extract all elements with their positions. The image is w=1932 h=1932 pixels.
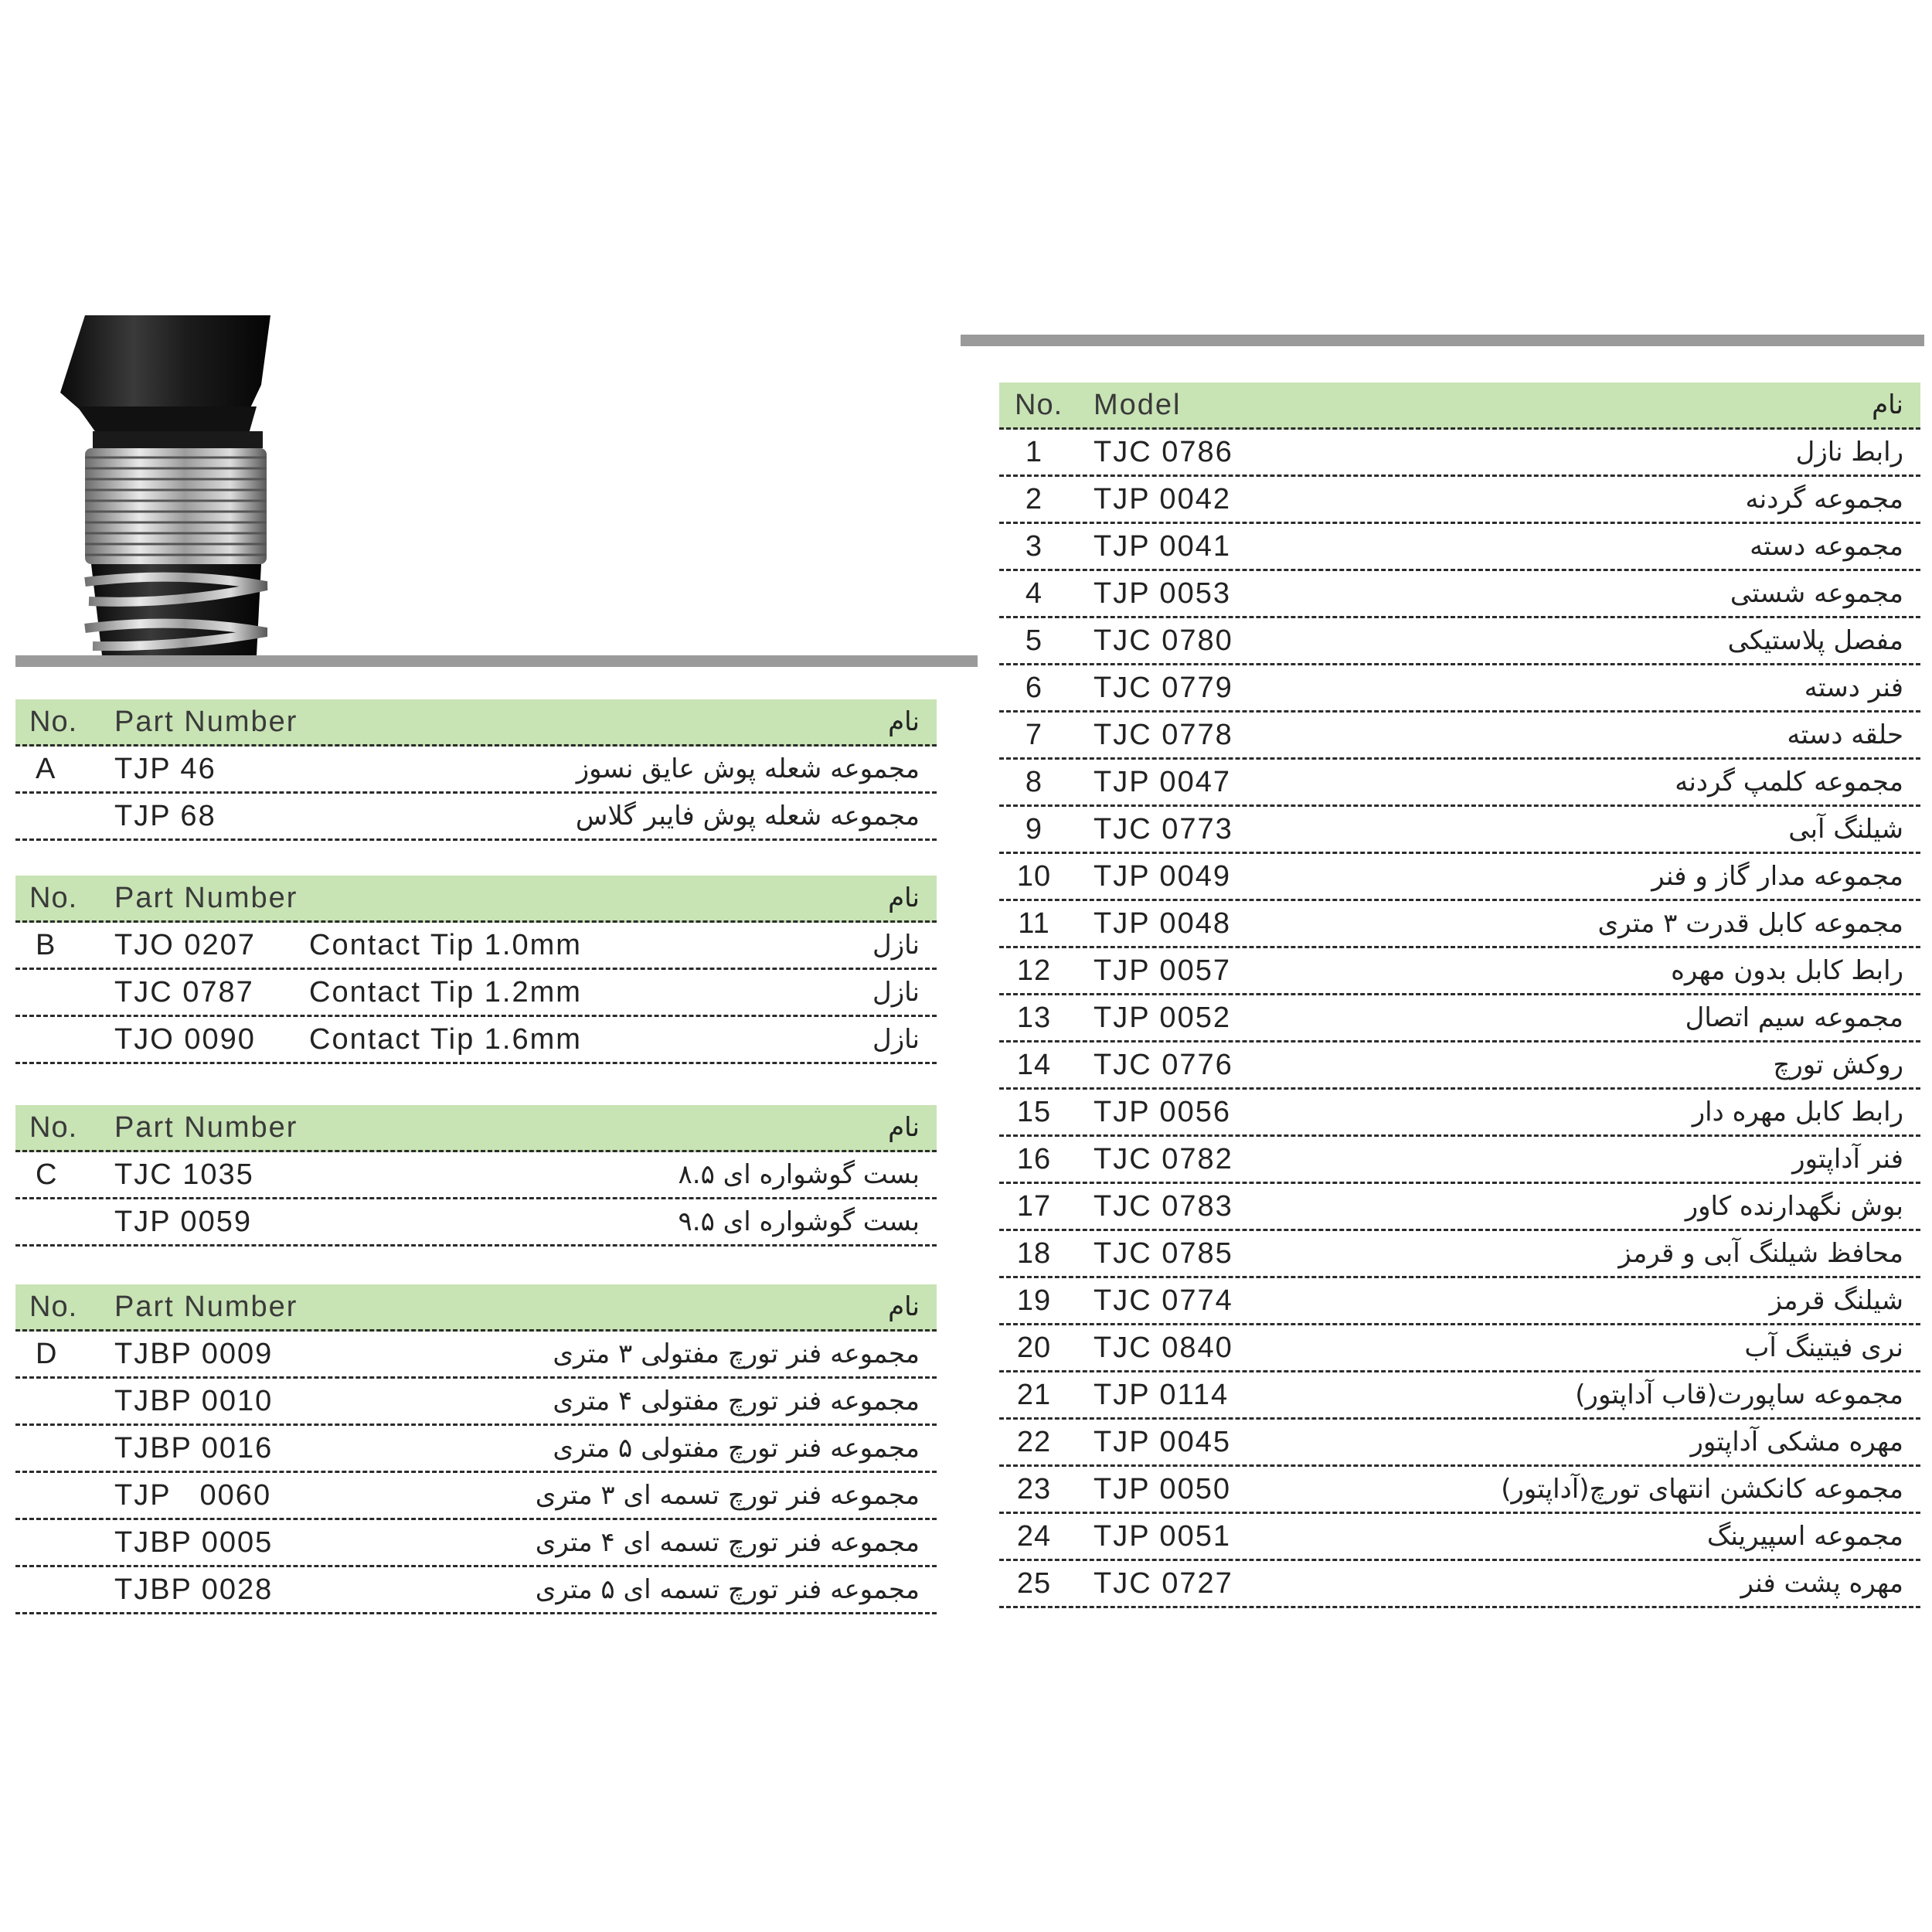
row-no: 22 xyxy=(1016,1426,1052,1458)
row-model: TJC 0785 xyxy=(1094,1237,1233,1270)
row-part-number: TJP 68 xyxy=(114,800,216,832)
table-b-header xyxy=(15,876,937,923)
header-no: No. xyxy=(29,1111,78,1144)
row-name: مجموعه کلمپ گردنه xyxy=(1675,767,1903,798)
row-name: مجموعه فنر تورچ تسمه ای ۵ متری xyxy=(535,1574,920,1605)
row-name: مجموعه شستی xyxy=(1730,578,1903,609)
row-no: 1 xyxy=(1025,436,1043,468)
row-model: TJC 0727 xyxy=(1094,1567,1233,1600)
table-row xyxy=(999,1231,1920,1278)
row-part-number: TJO 0207 xyxy=(114,929,256,961)
table-row xyxy=(999,1514,1920,1561)
table-row xyxy=(999,760,1920,807)
row-description: Contact Tip 1.6mm xyxy=(309,1023,582,1056)
row-no: 21 xyxy=(1016,1379,1052,1411)
row-no: 23 xyxy=(1016,1473,1052,1505)
table-row xyxy=(15,1520,937,1567)
table-row xyxy=(999,807,1920,854)
row-name: روکش تورچ xyxy=(1773,1049,1903,1080)
row-name: مجموعه فنر تورچ مفتولی ۵ متری xyxy=(553,1433,920,1464)
row-name: بست گوشواره ای ۹.۵ xyxy=(678,1206,920,1237)
row-name: شیلنگ قرمز xyxy=(1769,1285,1903,1316)
header-name: نام xyxy=(888,1112,920,1143)
table-row xyxy=(999,1137,1920,1184)
row-name: مجموعه کابل قدرت ۳ متری xyxy=(1597,908,1903,939)
table-row xyxy=(999,713,1920,760)
row-model: TJC 0782 xyxy=(1094,1143,1233,1175)
row-model: TJC 0778 xyxy=(1094,719,1233,751)
row-name: مجموعه ساپورت(قاب آداپتور) xyxy=(1575,1379,1903,1410)
table-row xyxy=(999,854,1920,901)
row-model: TJP 0050 xyxy=(1094,1473,1231,1505)
row-model: TJC 0840 xyxy=(1094,1332,1233,1364)
row-no: 6 xyxy=(1025,672,1043,704)
row-no: 3 xyxy=(1025,530,1043,563)
header-name: نام xyxy=(1872,389,1903,420)
main-table-rows xyxy=(999,430,1920,1608)
row-no: 4 xyxy=(1025,577,1043,610)
row-name: مجموعه فنر تورچ تسمه ای ۴ متری xyxy=(535,1527,920,1558)
row-description: Contact Tip 1.2mm xyxy=(309,976,582,1009)
table-row xyxy=(999,1325,1920,1372)
table-row xyxy=(999,665,1920,713)
row-name: مجموعه کانکشن انتهای تورچ(آداپتور) xyxy=(1501,1474,1903,1505)
table-row xyxy=(999,477,1920,524)
right-divider-bar xyxy=(961,335,1924,346)
table-row xyxy=(999,995,1920,1043)
row-name: مجموعه فنر تورچ مفتولی ۴ متری xyxy=(553,1386,920,1417)
row-no: D xyxy=(36,1338,58,1370)
row-no: 18 xyxy=(1016,1237,1052,1270)
row-name: فنر دسته xyxy=(1804,672,1903,703)
row-no: 9 xyxy=(1025,813,1043,845)
table-d-header xyxy=(15,1284,937,1332)
row-part-number: TJC 1035 xyxy=(114,1158,254,1191)
row-name: مجموعه دسته xyxy=(1750,531,1903,562)
row-no: 25 xyxy=(1016,1567,1052,1600)
table-row xyxy=(999,901,1920,948)
table-row xyxy=(999,430,1920,477)
row-model: TJP 0053 xyxy=(1094,577,1231,610)
row-model: TJP 0041 xyxy=(1094,530,1231,563)
table-row xyxy=(999,618,1920,665)
table-row xyxy=(15,1152,937,1199)
row-model: TJC 0780 xyxy=(1094,624,1233,657)
table-b xyxy=(15,876,937,1064)
row-no: 11 xyxy=(1018,907,1050,940)
table-row xyxy=(999,948,1920,995)
row-no: 8 xyxy=(1025,766,1043,798)
row-part-number: TJBP 0005 xyxy=(114,1526,274,1559)
table-row xyxy=(999,1278,1920,1325)
row-name: رابط کابل بدون مهره xyxy=(1671,955,1903,986)
row-no: 20 xyxy=(1016,1332,1052,1364)
row-model: TJP 0056 xyxy=(1094,1096,1231,1128)
row-no: 17 xyxy=(1016,1190,1052,1223)
table-row xyxy=(999,524,1920,571)
row-part-number: TJP 0059 xyxy=(114,1206,252,1238)
header-part-number: Part Number xyxy=(114,882,298,914)
row-model: TJP 0042 xyxy=(1094,483,1231,515)
row-model: TJP 0048 xyxy=(1094,907,1231,940)
row-model: TJC 0779 xyxy=(1094,672,1233,704)
row-name: مجموعه فنر تورچ مفتولی ۳ متری xyxy=(553,1338,920,1369)
header-part-number: Part Number xyxy=(114,1291,298,1323)
table-d xyxy=(15,1284,937,1614)
row-model: TJC 0774 xyxy=(1094,1284,1233,1317)
table-row xyxy=(999,1561,1920,1608)
row-no: 24 xyxy=(1016,1520,1052,1553)
header-part-number: Part Number xyxy=(114,706,298,738)
row-part-number: TJBP 0009 xyxy=(114,1338,274,1370)
row-name: رابط نازل xyxy=(1795,437,1903,468)
row-no: 12 xyxy=(1016,954,1052,987)
table-row xyxy=(999,571,1920,618)
table-c-header xyxy=(15,1105,937,1152)
row-name: مهره مشکی آداپتور xyxy=(1690,1427,1903,1458)
row-model: TJP 0047 xyxy=(1094,766,1231,798)
header-part-number: Part Number xyxy=(114,1111,298,1144)
torch-neck-photo xyxy=(54,315,278,655)
table-row xyxy=(999,1420,1920,1467)
row-model: TJC 0786 xyxy=(1094,436,1233,468)
table-row xyxy=(15,1199,937,1247)
row-name: محافظ شیلنگ آبی و قرمز xyxy=(1618,1238,1903,1269)
row-model: TJC 0773 xyxy=(1094,813,1233,845)
table-a-header xyxy=(15,699,937,747)
row-part-number: TJP 0060 xyxy=(114,1479,272,1512)
table-row xyxy=(15,1426,937,1473)
row-name: بست گوشواره ای ۸.۵ xyxy=(678,1159,920,1190)
row-model: TJP 0045 xyxy=(1094,1426,1231,1458)
row-model: TJP 0049 xyxy=(1094,860,1231,893)
row-part-number: TJP 46 xyxy=(114,753,216,785)
left-divider-bar xyxy=(15,655,978,667)
table-row xyxy=(15,794,937,841)
row-name: بوش نگهدارنده کاور xyxy=(1685,1191,1903,1222)
table-row xyxy=(999,1372,1920,1420)
row-part-number: TJBP 0016 xyxy=(114,1432,274,1464)
row-name: رابط کابل مهره دار xyxy=(1692,1097,1903,1128)
table-row xyxy=(15,1332,937,1379)
row-part-number: TJO 0090 xyxy=(114,1023,256,1056)
row-name: مجموعه شعله پوش فایبر گلاس xyxy=(575,801,920,832)
row-name: مجموعه مدار گاز و فنر xyxy=(1651,861,1903,892)
row-name: نری فیتینگ آب xyxy=(1744,1332,1903,1363)
main-table-header xyxy=(999,383,1920,430)
header-no: No. xyxy=(29,706,78,738)
table-row xyxy=(999,1043,1920,1090)
row-model: TJP 0114 xyxy=(1094,1379,1230,1411)
row-no: 15 xyxy=(1016,1096,1052,1128)
table-row xyxy=(15,1567,937,1614)
table-row xyxy=(999,1184,1920,1231)
row-no: C xyxy=(36,1158,58,1191)
row-name: نازل xyxy=(872,930,920,961)
row-model: TJC 0783 xyxy=(1094,1190,1233,1223)
table-row xyxy=(999,1467,1920,1514)
row-part-number: TJBP 0028 xyxy=(114,1573,274,1606)
row-name: فنر آداپتور xyxy=(1792,1144,1903,1175)
row-no: A xyxy=(36,753,56,785)
header-no: No. xyxy=(29,882,78,914)
row-no: 13 xyxy=(1016,1002,1052,1034)
row-part-number: TJC 0787 xyxy=(114,976,254,1009)
row-model: TJC 0776 xyxy=(1094,1049,1233,1081)
row-name: شیلنگ آبی xyxy=(1788,814,1903,845)
header-name: نام xyxy=(888,883,920,913)
table-c xyxy=(15,1105,937,1247)
row-no: 7 xyxy=(1025,719,1043,751)
torch-neck-spring-photo-icon xyxy=(54,315,278,655)
row-name: مجموعه سیم اتصال xyxy=(1685,1002,1903,1033)
row-name: مجموعه شعله پوش عایق نسوز xyxy=(576,753,920,784)
main-parts-table xyxy=(999,383,1920,1608)
header-model: Model xyxy=(1094,389,1182,421)
row-no: 2 xyxy=(1025,483,1043,515)
row-name: مفصل پلاستیکی xyxy=(1727,625,1903,656)
row-no: B xyxy=(36,929,56,961)
row-no: 16 xyxy=(1016,1143,1052,1175)
row-name: حلقه دسته xyxy=(1787,719,1903,750)
table-row xyxy=(15,970,937,1017)
header-no: No. xyxy=(1015,389,1063,421)
row-no: 14 xyxy=(1016,1049,1052,1081)
row-name: مجموعه فنر تورچ تسمه ای ۳ متری xyxy=(535,1480,920,1511)
header-name: نام xyxy=(888,706,920,737)
table-row xyxy=(999,1090,1920,1137)
row-no: 19 xyxy=(1016,1284,1052,1317)
table-row xyxy=(15,1017,937,1064)
table-row xyxy=(15,1473,937,1520)
row-name: نازل xyxy=(872,977,920,1008)
row-part-number: TJBP 0010 xyxy=(114,1385,274,1417)
row-no: 5 xyxy=(1025,624,1043,657)
row-model: TJP 0051 xyxy=(1094,1520,1231,1553)
table-row xyxy=(15,1379,937,1426)
header-name: نام xyxy=(888,1291,920,1322)
row-name: مجموعه گردنه xyxy=(1745,484,1903,515)
row-description: Contact Tip 1.0mm xyxy=(309,929,582,961)
row-model: TJP 0057 xyxy=(1094,954,1231,987)
header-no: No. xyxy=(29,1291,78,1323)
row-model: TJP 0052 xyxy=(1094,1002,1231,1034)
row-no: 10 xyxy=(1016,860,1052,893)
table-row xyxy=(15,923,937,970)
table-row xyxy=(15,747,937,794)
row-name: نازل xyxy=(872,1024,920,1055)
table-a xyxy=(15,699,937,841)
row-name: مجموعه اسپیرینگ xyxy=(1706,1521,1903,1552)
row-name: مهره پشت فنر xyxy=(1740,1568,1903,1599)
